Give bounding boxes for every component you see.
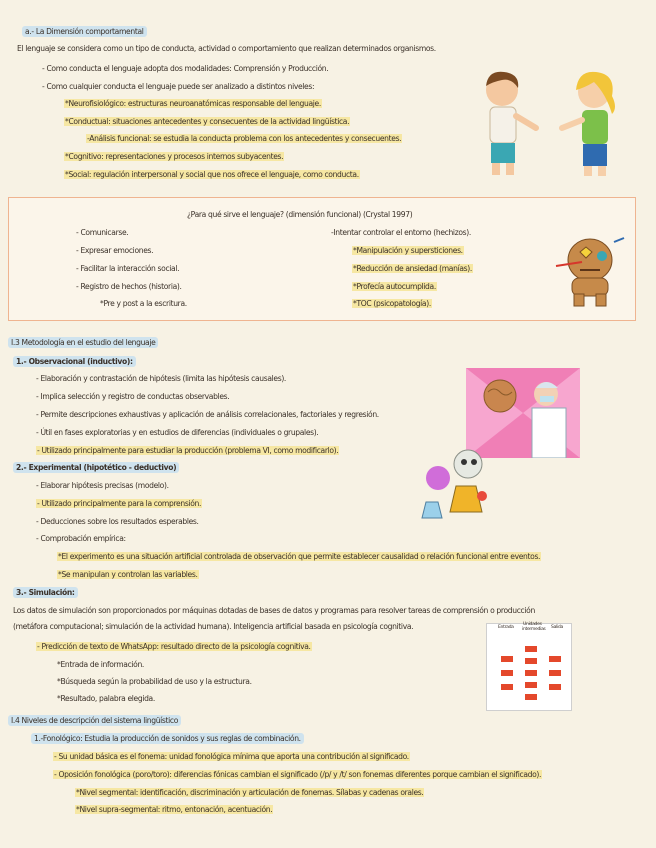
box-right-item: *TOC (psicopatología).: [353, 299, 431, 308]
nivel-social: *Social: regulación interpersonal y social que nos ofrece el lenguaje, como conducta.: [65, 170, 359, 179]
sim-subitem: *Búsqueda según la probabilidad de uso y la estructura.: [57, 677, 252, 686]
voodoo-doll-illustration: [554, 232, 628, 310]
box-right-item: *Manipulación y supersticiones.: [353, 246, 463, 255]
diagram-label-entrada: Entrada: [498, 625, 514, 630]
box-right-item: *Reducción de ansiedad (manías).: [353, 264, 472, 273]
output-node: [549, 656, 561, 662]
exp-subitem: *El experimento es una situación artificial controlada de observación que permite establecer causalidad o relación funcional entre eventos.: [58, 552, 541, 561]
sim-subitem: *Resultado, palabra elegida.: [57, 694, 155, 703]
diagram-label-intermedias: intermedias: [522, 627, 546, 632]
chemistry-cartoon-illustration: [418, 442, 494, 522]
section-title-niveles: I.4 Niveles de descripción del sistema lingüístico: [8, 715, 181, 726]
fonologico-heading: 1.-Fonológico: Estudia la producción de sonidos y sus reglas de combinación.: [31, 733, 304, 744]
diagram-label-salida: Salida: [551, 625, 563, 630]
input-node: [501, 670, 513, 676]
box-left-subitem: *Pre y post a la escritura.: [100, 299, 187, 308]
obs-item: - Utilizado principalmente para estudiar la producción (problema VI, como modificarlo).: [37, 446, 339, 455]
output-node: [549, 670, 561, 676]
box-title: ¿Para qué sirve el lenguaje? (dimensión funcional) (Crystal 1997): [187, 210, 413, 219]
input-node: [501, 656, 513, 662]
obs-item: - Implica selección y registro de conductas observables.: [36, 392, 230, 401]
nivel-conductual: *Conductual: situaciones antecedentes y consecuentes de la actividad lingüística.: [65, 117, 350, 126]
section-title-dimension: a.- La Dimensión comportamental: [22, 26, 147, 37]
bullet-modalidades: - Como conducta el lenguaje adopta dos modalidades: Comprensión y Producción.: [42, 64, 329, 73]
sim-subitem: *Entrada de información.: [57, 660, 144, 669]
box-left-item: - Facilitar la interacción social.: [76, 264, 180, 273]
box-left-item: - Expresar emociones.: [76, 246, 154, 255]
exp-item: - Deducciones sobre los resultados esperables.: [36, 517, 199, 526]
diagram-label-unidades: Unidades: [523, 622, 542, 627]
obs-item: - Útil en fases exploratorias y en estudios de diferencias (individuales o grupales).: [36, 428, 319, 437]
exp-item: - Utilizado principalmente para la comprensión.: [37, 499, 202, 508]
heading-observacional: 1.- Observacional (inductivo):: [13, 356, 136, 367]
box-left-item: - Comunicarse.: [76, 228, 129, 237]
fonologico-subitem: *Nivel segmental: identificación, discriminación y articulación de fonemas. Sílabas y cadenas orales.: [76, 788, 424, 797]
box-right-head: -Intentar controlar el entorno (hechizos).: [331, 228, 471, 237]
hidden-node: [525, 694, 537, 700]
obs-item: - Permite descripciones exhaustivas y aplicación de análisis correlacionales, factoriales y regresión.: [36, 410, 379, 419]
bullet-niveles: - Como cualquier conducta el lenguaje puede ser analizado a distintos niveles:: [42, 82, 315, 91]
children-talking-illustration: [466, 64, 636, 182]
hidden-node: [525, 646, 537, 652]
nivel-cognitivo: *Cognitivo: representaciones y procesos internos subyacentes.: [65, 152, 284, 161]
sim-text: (metáfora computacional; simulación de la actividad humana). Inteligencia artificial basada en psicología cognitiva.: [13, 622, 414, 631]
hidden-node: [525, 658, 537, 664]
nivel-neurofisiologico: *Neurofisiológico: estructuras neuroanatómicas responsable del lenguaje.: [65, 99, 321, 108]
section-title-metodologia: I.3 Metodología en el estudio del lenguaje: [8, 337, 158, 348]
output-node: [549, 684, 561, 690]
exp-item: - Elaborar hipótesis precisas (modelo).: [36, 481, 169, 490]
input-node: [501, 684, 513, 690]
box-right-item: *Profecía autocumplida.: [353, 282, 436, 291]
fonologico-subitem: *Nivel supra-segmental: ritmo, entonación, acentuación.: [76, 805, 273, 814]
fonologico-item: - Su unidad básica es el fonema: unidad fonológica mínima que aporta una contribución al significado.: [54, 752, 409, 761]
heading-simulacion: 3.- Simulación:: [13, 587, 78, 598]
hidden-node: [525, 670, 537, 676]
exp-subitem: *Se manipulan y controlan las variables.: [58, 570, 198, 579]
heading-experimental: 2.- Experimental (hipotético - deductivo): [13, 462, 179, 473]
sim-text: Los datos de simulación son proporcionados por máquinas dotadas de bases de datos y programas para resolver tareas de comprensión o producción: [13, 606, 535, 615]
box-left-item: - Registro de hechos (historia).: [76, 282, 182, 291]
intro-text: El lenguaje se considera como un tipo de conducta, actividad o comportamiento que realizan determinados organismos.: [17, 44, 436, 53]
simulation-diagram: [486, 623, 572, 711]
fonologico-item: - Oposición fonológica (poro/toro): diferencias fónicas cambian el significado (/p/ y /t/ son fonemas diferentes porque cambian el significado).: [54, 770, 542, 779]
obs-item: - Elaboración y contrastación de hipótesis (limita las hipótesis causales).: [36, 374, 286, 383]
exp-item: - Comprobación empírica:: [36, 534, 126, 543]
analisis-funcional: -Análisis funcional: se estudia la conducta problema con los antecedentes y consecuentes.: [87, 134, 402, 143]
sim-whatsapp: - Predicción de texto de WhatsApp: resultado directo de la psicología cognitiva.: [37, 642, 311, 651]
hidden-node: [525, 682, 537, 688]
